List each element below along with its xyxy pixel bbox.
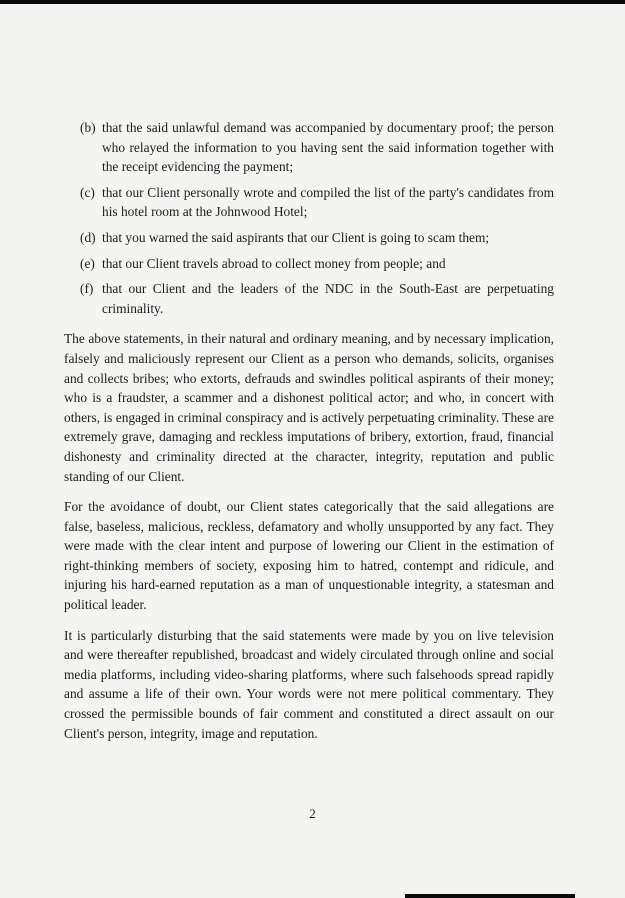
paragraph-publication: It is particularly disturbing that the said statements were made by you on live television and were thereafter republished, broadcast and widely circulated through online and social media platforms, including video-sharing platforms, where such falsehoods spread rapidly and assume a life of their own. Your words were not mere political commentary. They crossed the permissible bounds of fair comment and constituted a direct assault on our Client's person, integrity, image and reputation.: [64, 627, 554, 741]
page-number: 2: [309, 806, 316, 821]
list-marker: (e): [80, 255, 95, 271]
allegations-list: [64, 118, 554, 318]
letter-body: [64, 118, 554, 743]
scan-top-edge: [0, 0, 625, 4]
paragraph-imputations: The above statements, in their natural and ordinary meaning, and by necessary implication, falsely and maliciously represent our Client as a person who demands, solicits, organises and collects bribes; who extorts, defrauds and swindles political aspirants of their money; who is a fraudster, a scammer and a dishonest political actor; and who, in concert with others, is engaged in criminal conspiracy and is actively perpetuating criminality. These are extremely grave, damaging and reckless imputations of bribery, extortion, fraud, financial dishonesty and criminality directed at the character, integrity, reputation and public standing of our Client.: [64, 331, 554, 484]
list-item-text: that our Client personally wrote and compiled the list of the party's candidates from his hotel room at the Johnwood Hotel;: [102, 184, 554, 220]
scan-bottom-edge: [405, 894, 575, 898]
paragraph-denial: For the avoidance of doubt, our Client states categorically that the said allegations are false, baseless, malicious, reckless, defamatory and wholly unsupported by any fact. They were made with the clear intent and purpose of lowering our Client in the estimation of right-thinking members of society, exposing him to hatred, contempt and ridicule, and injuring his hard-earned reputation as a man of unquestionable integrity, a statesman and political leader.: [64, 499, 554, 613]
list-item-text: that our Client travels abroad to collect money from people; and: [102, 255, 446, 271]
list-item: [80, 183, 554, 222]
list-item: [80, 279, 554, 318]
list-marker: (d): [80, 229, 96, 245]
list-marker: (b): [80, 120, 96, 135]
list-item: [80, 118, 554, 177]
list-marker: (f): [80, 281, 94, 297]
list-item-text: that our Client and the leaders of the NDC in the South-East are perpetuating criminality.: [102, 281, 554, 316]
list-marker: (c): [80, 184, 95, 200]
list-item: [80, 228, 554, 248]
list-item: [80, 254, 554, 274]
list-item-text: that the said unlawful demand was accompanied by documentary proof; the person who relayed the information to you having sent the said information together with the receipt evidencing the payment;: [102, 120, 554, 175]
list-item-text: that you warned the said aspirants that our Client is going to scam them;: [102, 229, 490, 245]
